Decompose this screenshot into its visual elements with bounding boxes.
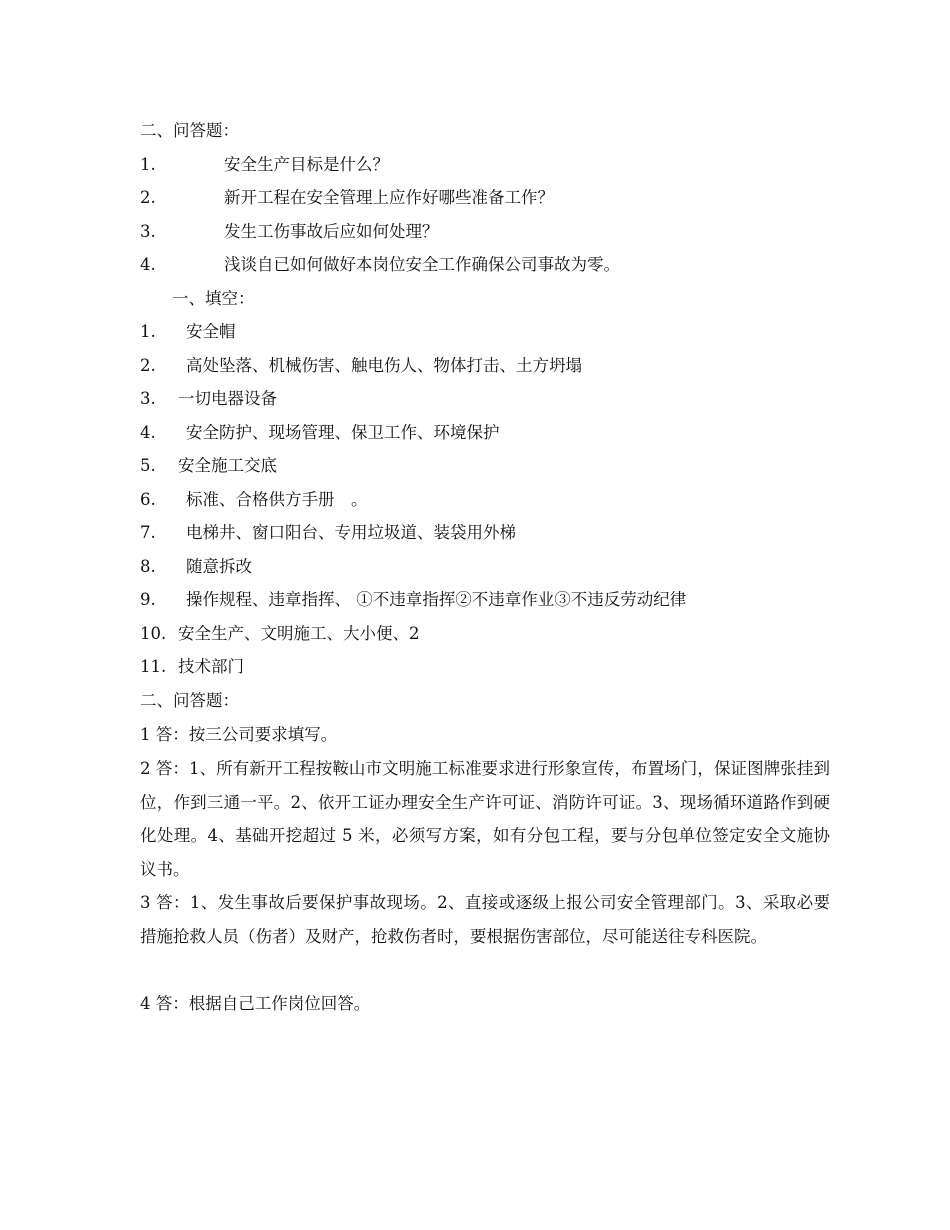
answer-paragraph: 3 答：1、发生事故后要保护事故现场。2、直接或逐级上报公司安全管理部门。3、采取必要措施抢救人员（伤者）及财产，抢救伤者时，要根据伤害部位，尽可能送往专科医院。 [140, 893, 830, 946]
fill-answer: 操作规程、违章指挥、 ①不违章指挥②不违章作业③不违反劳动纪律 [186, 590, 687, 609]
fill-answer: 一切电器设备 [178, 389, 277, 408]
question-text: 安全生产目标是什么？ [224, 155, 389, 174]
question-number: 1. [140, 155, 156, 174]
section-heading-fill: 一、填空： [172, 289, 255, 308]
fill-answer: 随意拆改 [186, 557, 252, 576]
fill-number: 7. [140, 523, 156, 542]
question-text: 新开工程在安全管理上应作好哪些准备工作？ [224, 188, 554, 207]
question-number: 3. [140, 222, 156, 241]
fill-number: 4. [140, 423, 156, 442]
question-number: 4. [140, 255, 156, 274]
question-text: 发生工伤事故后应如何处理？ [224, 222, 439, 241]
fill-answer: 电梯井、窗口阳台、专用垃圾道、装袋用外梯 [186, 523, 516, 542]
answer-paragraph: 2 答：1、所有新开工程按鞍山市文明施工标准要求进行形象宣传，布置场门，保证图牌张挂到位，作到三通一平。2、依开工证办理安全生产许可证、消防许可证。3、现场循环道路作到硬化处理。4、基础开挖超过 5 米，必须写方案，如有分包工程，要与分包单位签定安全文施协议书。 [140, 759, 830, 879]
fill-number: 3. [140, 389, 156, 408]
section-heading-answers: 二、问答题： [140, 691, 239, 710]
fill-number: 8. [140, 557, 156, 576]
fill-answer: 标准、合格供方手册 。 [186, 490, 368, 509]
fill-answer: 技术部门 [178, 657, 244, 676]
fill-number: 11. [140, 657, 167, 676]
fill-answer: 安全帽 [186, 322, 236, 341]
fill-answer: 安全防护、现场管理、保卫工作、环境保护 [186, 423, 500, 442]
fill-number: 6. [140, 490, 156, 509]
fill-number: 1. [140, 322, 156, 341]
fill-answer: 高处坠落、机械伤害、触电伤人、物体打击、土方坍塌 [186, 356, 582, 375]
question-number: 2. [140, 188, 156, 207]
fill-number: 5. [140, 456, 156, 475]
question-text: 浅谈自已如何做好本岗位安全工作确保公司事故为零。 [224, 255, 620, 274]
fill-number: 2. [140, 356, 156, 375]
section-heading-questions: 二、问答题： [140, 121, 239, 140]
answer-paragraph: 1 答：按三公司要求填写。 [140, 725, 338, 744]
fill-answer: 安全生产、文明施工、大小便、2 [178, 624, 420, 643]
fill-number: 9. [140, 590, 156, 609]
answer-paragraph: 4 答：根据自己工作岗位回答。 [140, 994, 371, 1013]
fill-number: 10. [140, 624, 167, 643]
fill-answer: 安全施工交底 [178, 456, 277, 475]
